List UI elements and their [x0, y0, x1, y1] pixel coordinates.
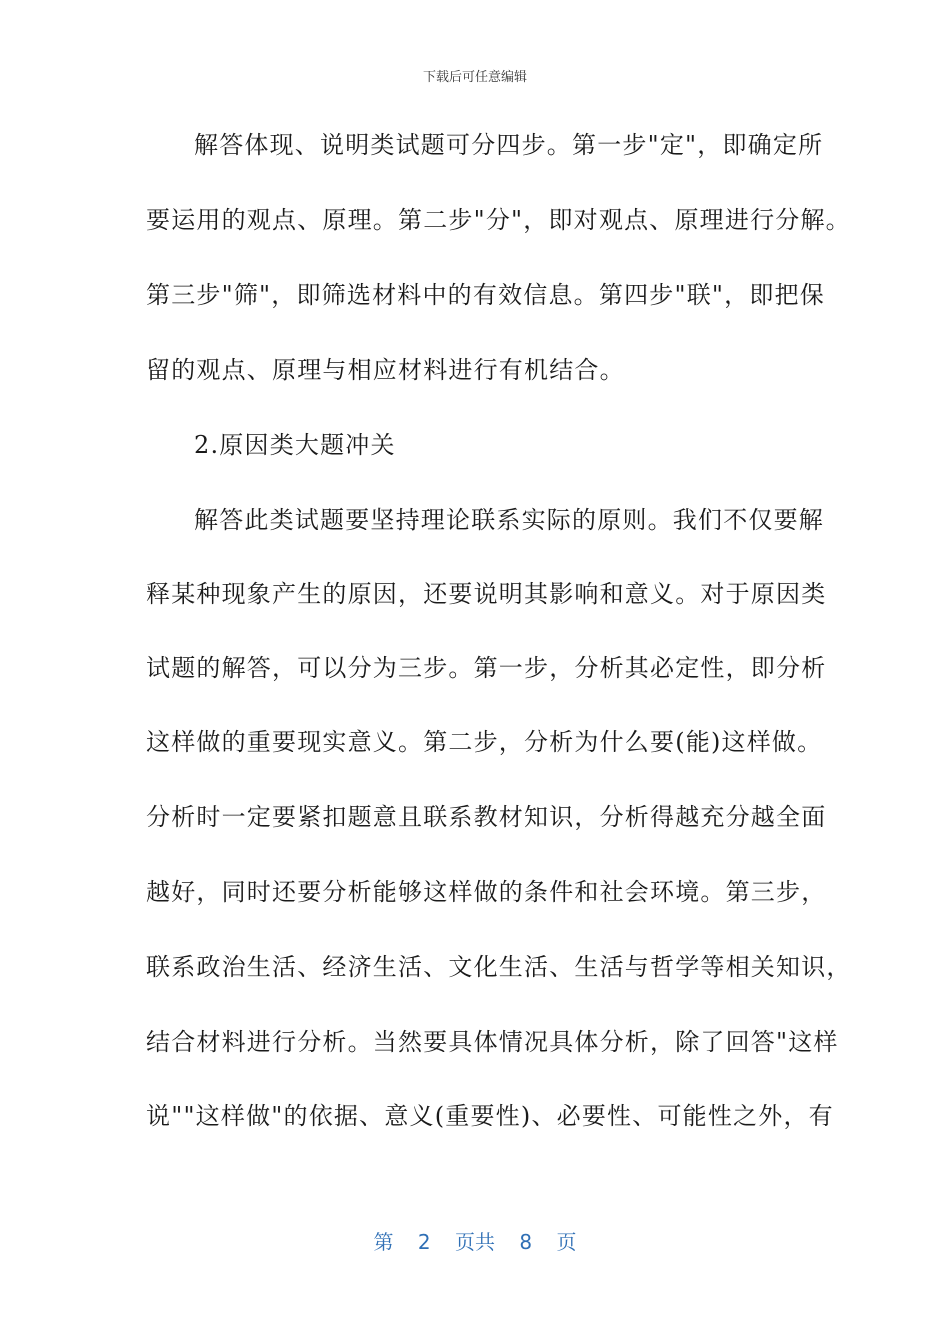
- text-line: 解答体现、说明类试题可分四步。第一步"定"，即确定所: [194, 131, 824, 159]
- footer-middle: 页共: [455, 1230, 495, 1254]
- text-line: 释某种现象产生的原因，还要说明其影响和意义。对于原因类: [146, 580, 827, 608]
- footer-prefix: 第: [373, 1230, 394, 1254]
- text-line: 试题的解答，可以分为三步。第一步，分析其必定性，即分析: [146, 654, 827, 682]
- page-footer: [0, 1226, 950, 1255]
- text-line: 第三步"筛"，即筛选材料中的有效信息。第四步"联"，即把保: [146, 281, 825, 309]
- text-line: 联系政治生活、经济生活、文化生活、生活与哲学等相关知识，: [146, 953, 852, 981]
- total-page-number: 8: [519, 1230, 533, 1254]
- text-line: 说""这样做"的依据、意义(重要性)、必要性、可能性之外，有: [146, 1102, 834, 1130]
- text-line: 解答此类试题要坚持理论联系实际的原则。我们不仅要解: [194, 506, 824, 534]
- text-line: 要运用的观点、原理。第二步"分"，即对观点、原理进行分解。: [146, 206, 851, 234]
- header-note: 下载后可任意编辑: [422, 70, 527, 85]
- current-page-number: 2: [417, 1230, 431, 1254]
- footer-suffix: 页: [556, 1230, 577, 1254]
- text-line: 留的观点、原理与相应材料进行有机结合。: [146, 356, 625, 384]
- text-line: 这样做的重要现实意义。第二步，分析为什么要(能)这样做。: [146, 728, 823, 756]
- section-heading: 2.原因类大题冲关: [194, 431, 396, 459]
- text-line: 越好，同时还要分析能够这样做的条件和社会环境。第三步，: [146, 878, 827, 906]
- text-line: 结合材料进行分析。当然要具体情况具体分析，除了回答"这样: [146, 1028, 839, 1056]
- text-line: 分析时一定要紧扣题意且联系教材知识，分析得越充分越全面: [146, 803, 827, 831]
